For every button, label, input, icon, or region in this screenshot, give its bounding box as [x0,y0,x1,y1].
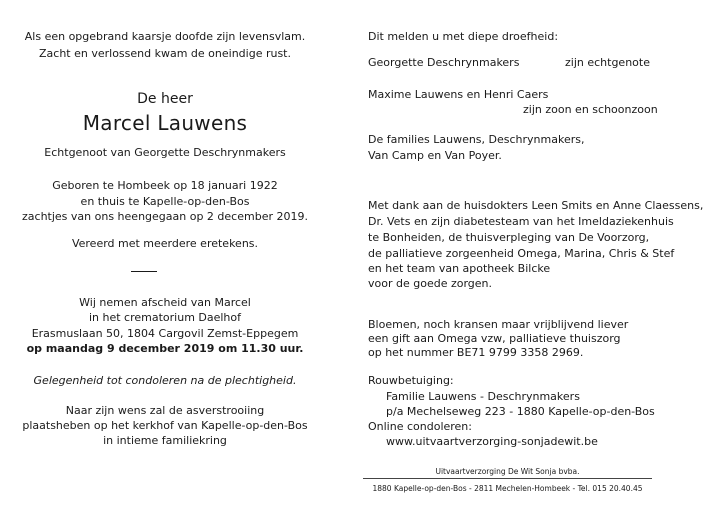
rouw-name: Familie Lauwens - Deschrynmakers [386,390,580,403]
birth-line-2: en thuis te Kapelle-op-den-Bos [80,195,250,208]
thanks-line-2: Dr. Vets en zijn diabetesteam van het Imeldaziekenhuis [368,215,674,228]
spouse-line: Echtgenoot van Georgette Deschrynmakers [44,146,286,159]
relative-maxime: Maxime Lauwens en Henri Caers [368,88,549,101]
farewell-line-2: in het crematorium Daelhof [88,311,242,324]
thanks-line-4: de palliatieve zorgeenheid Omega, Marina, Chris & Stef [368,247,675,260]
relative-georgette: Georgette Deschrynmakers [368,56,520,69]
farewell-line-1: Wij nemen afscheid van Marcel [79,296,251,309]
families-line-1: De families Lauwens, Deschrynmakers, [368,133,585,146]
farewell-date: op maandag 9 december 2019 om 11.30 uur. [26,342,304,355]
honors-line: Vereerd met meerdere eretekens. [71,237,259,250]
intro-line-2: Zacht en verlossend kwam de oneindige rust. [39,47,291,60]
footer-divider [363,478,652,479]
online-url: www.uitvaartverzorging-sonjadewit.be [386,435,598,448]
thanks-line-1: Met dank aan de huisdokters Leen Smits en Anne Claessens, [368,199,703,212]
birth-line-1: Geboren te Hombeek op 18 januari 1922 [52,179,278,192]
right-panel [368,0,703,505]
ashes-line-1: Naar zijn wens zal de asverstrooiing [65,404,265,417]
condolence-opportunity: Gelegenheid tot condoleren na de plechtigheid. [33,374,297,387]
title-prefix: De heer [137,91,193,107]
thanks-line-3: te Bonheiden, de thuisverpleging van De Voorzorg, [368,231,650,244]
relative-georgette-role: zijn echtgenote [565,56,650,69]
flowers-line-1: Bloemen, noch kransen maar vrijblijvend liever [368,318,629,331]
left-panel [0,0,330,505]
small-divider [131,271,157,272]
rouw-label: Rouwbetuiging: [368,374,454,387]
footer-address: 1880 Kapelle-op-den-Bos - 2811 Mechelen-Hombeek - Tel. 015 20.40.45 [372,484,643,493]
farewell-line-3: Erasmuslaan 50, 1804 Cargovil Zemst-Eppegem [31,327,299,340]
deceased-name: Marcel Lauwens [82,111,248,135]
thanks-line-6: voor de goede zorgen. [368,277,493,290]
birth-line-3: zachtjes van ons heengegaan op 2 december 2019. [22,210,308,223]
ashes-line-3: in intieme familiekring [103,434,227,447]
flowers-line-3: op het nummer BE71 9799 3358 2969. [368,346,584,359]
announcement: Dit melden u met diepe droefheid: [368,30,559,43]
flowers-line-2: een gift aan Omega vzw, palliatieve thuiszorg [368,332,621,345]
online-label: Online condoleren: [368,420,472,433]
relative-maxime-role: zijn zoon en schoonzoon [523,103,658,116]
footer-company: Uitvaartverzorging De Wit Sonja bvba. [435,467,580,476]
families-line-2: Van Camp en Van Poyer. [368,149,502,162]
thanks-line-5: en het team van apotheek Bilcke [368,262,551,275]
rouw-address: p/a Mechelseweg 223 - 1880 Kapelle-op-den-Bos [386,405,655,418]
intro-line-1: Als een opgebrand kaarsje doofde zijn levensvlam. [24,30,306,43]
ashes-line-2: plaatsheben op het kerkhof van Kapelle-op-den-Bos [22,419,308,432]
